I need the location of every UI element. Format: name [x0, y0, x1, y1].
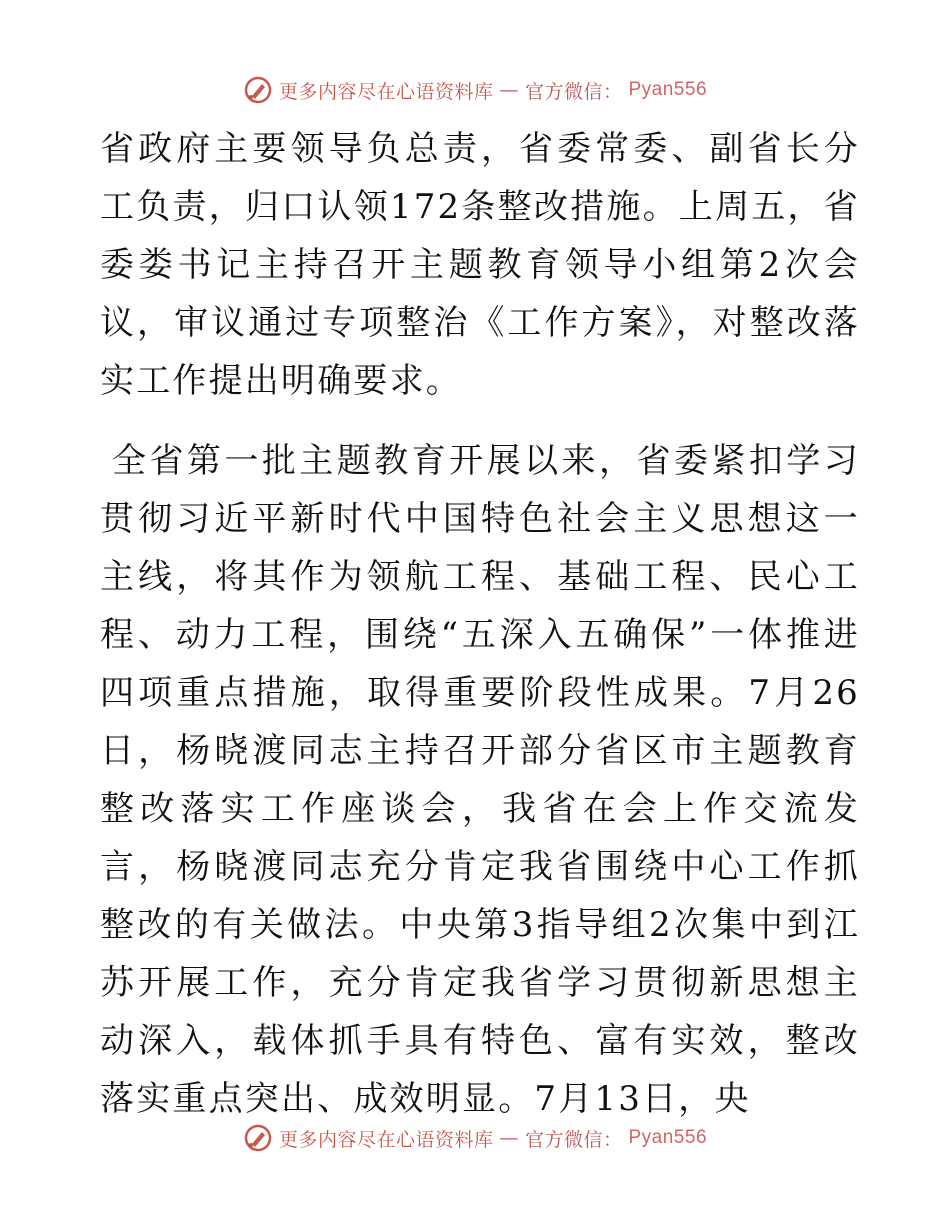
- header-banner-main-text: 更多内容尽在心语资料库: [278, 80, 494, 103]
- header-banner-wechat-id: Pyan556: [628, 79, 708, 100]
- pen-logo-icon: [243, 75, 273, 105]
- header-banner-sub-text: 官方微信：: [524, 80, 623, 103]
- footer-banner-main-text: 更多内容尽在心语资料库: [278, 1128, 494, 1151]
- footer-banner-sub-text: 官方微信：: [524, 1128, 623, 1151]
- pen-logo-icon: [243, 1123, 273, 1153]
- footer-banner-inner: [243, 1123, 707, 1153]
- footer-banner: [0, 1118, 950, 1158]
- header-banner-inner: [243, 75, 707, 105]
- body-paragraph-1: 省政府主要领导负总责，省委常委、副省长分工负责，归口认领172条整改措施。上周五，省委娄书记主持召开主题教育领导小组第2次会议，审议通过专项整治《工作方案》，对整改落实工作提出明确要求。: [100, 129, 860, 401]
- footer-banner-dash: —: [499, 1127, 519, 1149]
- document-body: [100, 120, 860, 1128]
- header-banner-dash: —: [499, 79, 519, 101]
- body-paragraph-2: 全省第一批主题教育开展以来，省委紧扣学习贯彻习近平新时代中国特色社会主义思想这一主线，将其作为领航工程、基础工程、民心工程、动力工程，围绕“五深入五确保”一体推进四项重点措施，取得重要阶段性成果。7月26日，杨晓渡同志主持召开部分省区市主题教育整改落实工作座谈会，我省在会上作交流发言，杨晓渡同志充分肯定我省围绕中心工作抓整改的有关做法。中央第3指导组2次集中到江苏开展工作，充分肯定我省学习贯彻新思想主动深入，载体抓手具有特色、富有实效，整改落实重点突出、成效明显。7月13日，央: [100, 441, 860, 1119]
- footer-banner-wechat-id: Pyan556: [628, 1127, 708, 1148]
- header-banner: [0, 70, 950, 110]
